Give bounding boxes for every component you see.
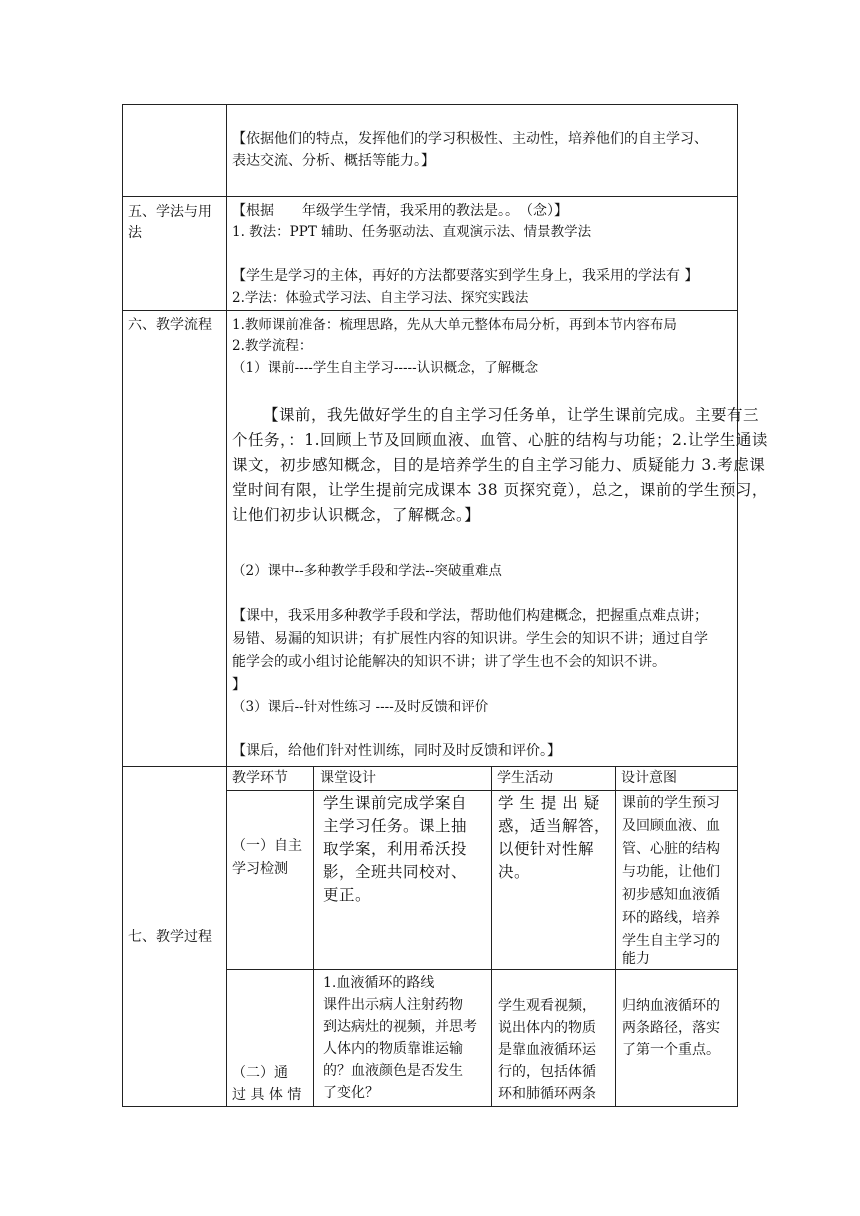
section6-line-3: （1）课前----学生自主学习-----认识概念，了解概念 [232,360,539,376]
row2-activity-line-1: 学生观看视频， [498,998,596,1014]
row2-activity-line-3: 是靠血液循环运 [498,1042,596,1058]
section6-line-7: 堂时间有限，让学生提前完成课本 38 页探究竟），总之，课前的学生预习， [232,481,768,499]
row1-design-line-1: 学生课前完成学案自 [323,794,468,812]
row2-intent-line-1: 归纳血液循环的 [622,998,720,1014]
row1-design-line-3: 取学案，利用希沃投 [323,840,468,858]
row1-stage-line-1: （一）自主 [232,838,302,854]
row2-design-line-1: 1.血液循环的路线 [323,975,435,991]
row1-intent-line-3: 管、心脏的结构 [622,841,720,857]
section5-line-3: 【学生是学习的主体，再好的方法都要落实到学生身上，我采用的学法有 】 [232,268,699,284]
section6-line-4: 【课前，我先做好学生的自主学习任务单，让学生课前完成。主要有三 [263,406,760,424]
header-activity: 学生活动 [497,770,553,786]
row2-design-line-6: 了变化？ [323,1085,379,1101]
row2-design-line-2: 课件出示病人注射药物 [323,997,463,1013]
row2-activity-line-4: 行的，包括体循 [498,1064,596,1080]
section5-line-2: 1. 教法：PPT 辅助、任务驱动法、直观演示法、情景教学法 [232,224,592,240]
row-separator-2 [122,310,738,311]
row1-design-line-2: 主学习任务。课上抽 [323,817,468,835]
row1-activity-line-1: 学 生 提 出 疑 [498,794,600,812]
section7-label: 七、教学过程 [128,929,212,945]
inner-col-divider-2 [491,766,492,1107]
row2-design-line-3: 到达病灶的视频，并思考 [323,1019,477,1035]
row1-intent-line-6: 环的路线，培养 [622,910,720,926]
row2-intent-line-3: 了第一个重点。 [622,1042,720,1058]
section6-line-5: 个任务，：1.回顾上节及回顾血液、血管、心脏的结构与功能；2.让学生通读 [232,431,768,449]
top-row-text-line-1: 【依据他们的特点，发挥他们的学习积极性、主动性，培养他们的自主学习、 [232,131,708,147]
section6-line-8: 让他们初步认识概念，了解概念。】 [232,506,481,524]
row1-intent-line-4: 与功能，让他们 [622,864,720,880]
row2-stage-line-1: （二）通 [232,1065,288,1081]
row2-activity-line-5: 环和肺循环两条 [498,1086,596,1102]
section5-line-4: 2.学法：体验式学习法、自主学习法、探究实践法 [232,290,529,306]
inner-header-bottom [226,790,738,791]
table-border-bottom [122,1106,738,1107]
section6-line-12: 能学会的或小组讨论能解决的知识不讲；讲了学生也不会的知识不讲。 [232,654,666,670]
row2-design-line-4: 人体内的物质靠谁运输 [323,1041,463,1057]
section6-label: 六、教学流程 [128,317,212,333]
row2-design-line-5: 的？血液颜色是否发生 [323,1063,463,1079]
table-border-top [122,104,738,105]
row1-intent-line-7: 学生自主学习的 [622,933,720,949]
section6-line-1: 1.教师课前准备：梳理思路，先从大单元整体布局分析，再到本节内容布局 [232,317,677,333]
row1-activity-line-4: 决。 [498,863,531,881]
inner-col-divider-3 [615,766,616,1107]
section6-line-14: （3）课后--针对性练习 ----及时反馈和评价 [232,699,489,715]
top-row-text-line-2: 表达交流、分析、概括等能力。】 [232,153,435,169]
label-column-divider [226,104,227,1107]
row1-intent-line-8: 能力 [622,951,650,967]
row1-design-line-4: 影，全班共同校对、 [323,863,468,881]
inner-row1-bottom [226,969,738,970]
table-border-left [122,104,123,1107]
section6-line-11: 易错、易漏的知识讲；有扩展性内容的知识讲。学生会的知识不讲；通过自学 [232,631,708,647]
row1-intent-line-2: 及回顾血液、血 [622,818,720,834]
inner-col-divider-1 [313,766,314,1107]
row1-activity-line-2: 惑，适当解答， [498,817,611,835]
row2-activity-line-2: 说出体内的物质 [498,1020,596,1036]
section6-line-6: 课文，初步感知概念，目的是培养学生的自主学习能力、质疑能力 3.考虑课 [232,456,766,474]
section5-label-line-2: 法 [128,225,142,241]
row1-intent-line-5: 初步感知血液循 [622,887,720,903]
section5-line-1: 【根据 年级学生学情，我采用的教法是。。 （念）】 [232,203,568,219]
section6-line-10: 【课中，我采用多种教学手段和学法，帮助他们构建概念，把握重点难点讲； [232,608,708,624]
table-border-right [737,104,738,1107]
header-stage: 教学环节 [232,770,288,786]
row2-stage-line-2: 过 具 体 情 [232,1087,302,1103]
row1-design-line-5: 更正。 [323,886,372,904]
row-separator-1 [122,196,738,197]
row2-intent-line-2: 两条路径，落实 [622,1020,720,1036]
header-design: 课堂设计 [320,770,376,786]
row1-stage-line-2: 学习检测 [232,861,288,877]
header-intent: 设计意图 [621,770,677,786]
section6-line-9: （2）课中--多种教学手段和学法--突破重难点 [232,563,502,579]
section6-line-13: 】 [232,677,246,693]
section5-label-line-1: 五、学法与用 [128,204,212,220]
section6-line-2: 2.教学流程： [232,338,313,354]
section6-line-15: 【课后，给他们针对性训练，同时及时反馈和评价。】 [232,743,561,759]
row1-activity-line-3: 以便针对性解 [498,840,595,858]
row1-intent-line-1: 课前的学生预习 [622,795,720,811]
